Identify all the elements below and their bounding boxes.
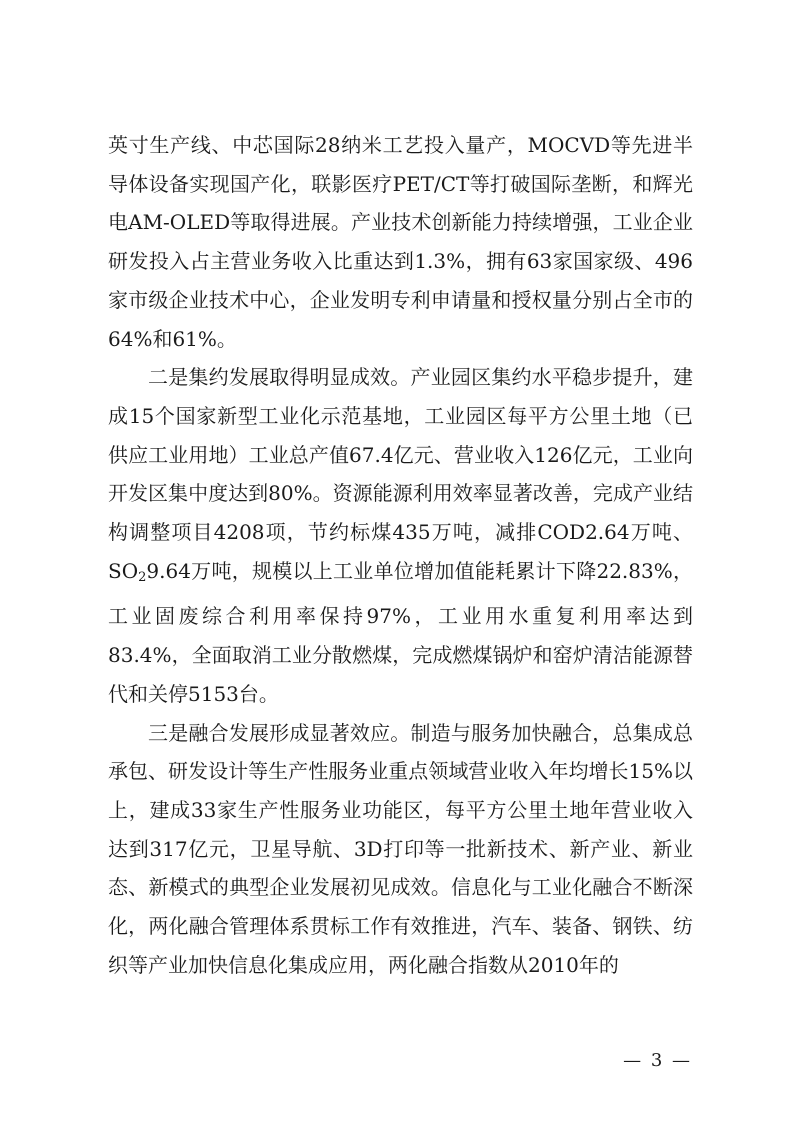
paragraph-2-text-b: 9.64万吨，规模以上工业单位增加值能耗累计下降22.83%，工业固废综合利用率保持97%，工业用水重复利用率达到83.4%，全面取消工业分散燃煤，完成燃煤锅炉和窑炉清洁能源替代和关停5153台。 <box>108 558 693 706</box>
paragraph-intensive-development <box>108 358 693 713</box>
so2-subscript: 2 <box>138 569 147 585</box>
paragraph-continued <box>108 126 693 358</box>
paragraph-integrated-development <box>108 714 693 985</box>
body-text <box>108 126 693 984</box>
paragraph-2-text-a: 二是集约发展取得明显成效。产业园区集约水平稳步提升，建成15个国家新型工业化示范基地，工业园区每平方公里土地（已供应工业用地）工业总产值67.4亿元、营业收入126亿元，工业向开发区集中度达到80%。资源能源利用效率显著改善，完成产业结构调整项目4208项，节约标煤435万吨，减排COD2.64万吨、 <box>108 365 693 545</box>
page-number: — 3 — <box>623 1050 692 1071</box>
paragraph-3-text: 三是融合发展形成显著效应。制造与服务加快融合，总集成总承包、研发设计等生产性服务业重点领域营业收入年均增长15%以上，建成33家生产性服务业功能区，每平方公里土地年营业收入达到317亿元，卫星导航、3D打印等一批新技术、新产业、新业态、新模式的典型企业发展初见成效。信息化与工业化融合不断深化，两化融合管理体系贯标工作有效推进，汽车、装备、钢铁、纺织等产业加快信息化集成应用，两化融合指数从2010年的 <box>108 720 693 977</box>
paragraph-1-text: 英寸生产线、中芯国际28纳米工艺投入量产，MOCVD等先进半导体设备实现国产化，联影医疗PET/CT等打破国际垄断，和辉光电AM-OLED等取得进展。产业技术创新能力持续增强，工业企业研发投入占主营业务收入比重达到1.3%，拥有63家国家级、496家市级企业技术中心，企业发明专利申请量和授权量分别占全市的64%和61%。 <box>108 133 693 351</box>
so2-label: SO <box>108 558 139 583</box>
